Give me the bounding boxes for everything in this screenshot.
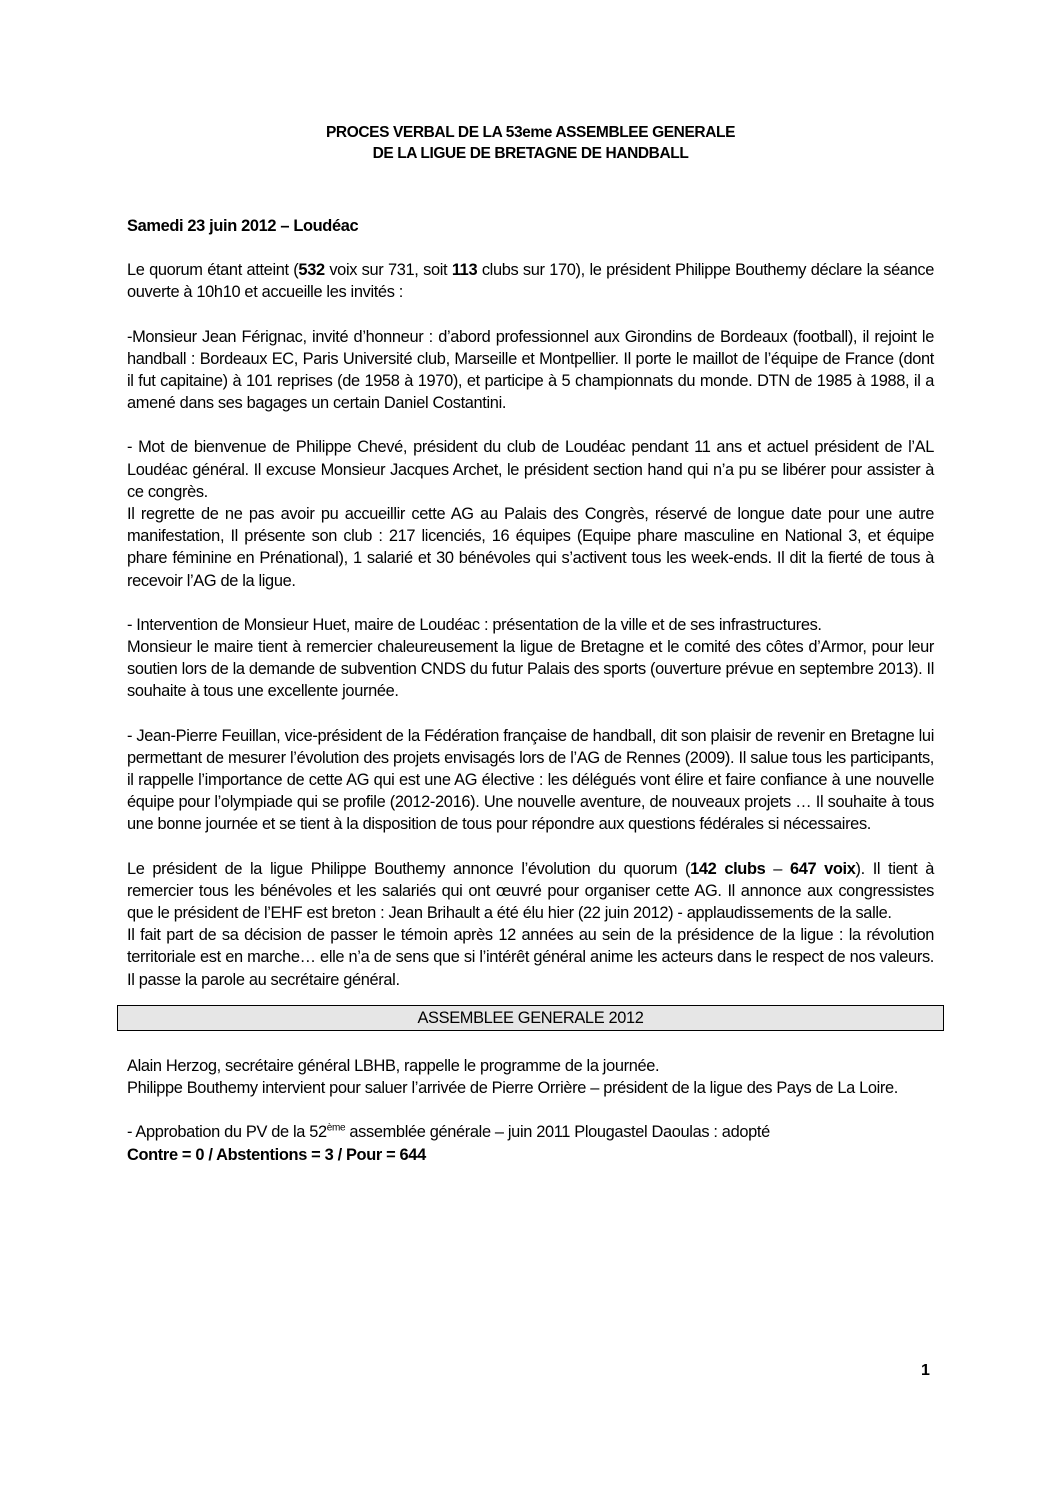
orriere-line: Philippe Bouthemy intervient pour saluer l’arrivée de Pierre Orrière – président de la ligue des Pays de La Loire. — [127, 1079, 898, 1098]
cheve-paragraph-2: Il regrette de ne pas avoir pu accueillir cette AG au Palais des Congrès, réservé de longue date pour une autre manifestation, Il présente son club : 217 licenciés, 16 équipes (Equipe phare masculine en National 3, et équipe phare féminine en Prénational), 1 salarié et 30 bénévoles qui s’activent tous les week-ends. Il dit la fierté de tous à recevoir l’AG de la ligue. — [127, 505, 934, 590]
herzog-line: Alain Herzog, secrétaire général LBHB, rappelle le programme de la journée. — [127, 1056, 660, 1075]
document-body — [127, 122, 934, 1166]
approval-line: - Approbation du PV de la 52ème assemblée générale – juin 2011 Plougastel Daoulas : adopté — [127, 1122, 770, 1142]
page-number: 1 — [921, 1362, 930, 1379]
ferignac-paragraph: -Monsieur Jean Férignac, invité d’honneur : d’abord professionnel aux Girondins de Bordeaux (football), il rejoint le handball : Bordeaux EC, Paris Université club, Marseille et Montpellier. Il porte le maillot de l’équipe de France (dont il fut capitaine) à 101 reprises (de 1958 à 1970), et participe à 5 championnats du monde. DTN de 1985 à 1988, il a amené dans ses bagages un certain Daniel Costantini. — [127, 327, 934, 413]
bouthemy-paragraph-1: Le président de la ligue Philippe Bouthemy annonce l’évolution du quorum (142 clubs – 647 voix). Il tient à remercier tous les bénévoles et les salariés qui ont œuvré pour organiser cette AG. Il annonce aux congressistes que le président de l’EHF est breton : Jean Brihault a été élu hier (22 juin 2012) - applaudissements de la salle. — [127, 859, 934, 923]
huet-paragraph-2: Monsieur le maire tient à remercier chaleureusement la ligue de Bretagne et le comité des côtes d’Armor, pour leur soutien lors de la demande de subvention CNDS du futur Palais des sports (ouverture prévue en septembre 2013). Il souhaite à tous une excellente journée. — [127, 638, 934, 701]
document-title-line-1: PROCES VERBAL DE LA 53eme ASSEMBLEE GENERALE — [325, 124, 736, 141]
document-title-line-2: DE LA LIGUE DE BRETAGNE DE HANDBALL — [372, 145, 689, 162]
feuillan-paragraph: - Jean-Pierre Feuillan, vice-président de la Fédération française de handball, dit son plaisir de revenir en Bretagne lui permettant de mesurer l’évolution des projets envisagés lors de l’AG de Rennes (2009). Il salue tous les participants, il rappelle l’importance de cette AG qui est une AG élective : les délégués vont élire et faire confiance à une nouvelle équipe pour l’olympiade qui se profile (2012-2016). Une nouvelle aventure, de nouveaux projets … Il souhaite à tous une bonne journée et se tient à la disposition de tous pour répondre aux questions fédérales si nécessaires. — [127, 726, 934, 834]
vote-result-line: Contre = 0 / Abstentions = 3 / Pour = 644 — [127, 1145, 426, 1164]
huet-paragraph-1: - Intervention de Monsieur Huet, maire de Loudéac : présentation de la ville et de ses infrastructures. — [127, 615, 822, 634]
section-header-assemblee-generale: ASSEMBLEE GENERALE 2012 — [117, 1005, 944, 1031]
meeting-date: Samedi 23 juin 2012 – Loudéac — [127, 217, 359, 235]
cheve-paragraph-1: - Mot de bienvenue de Philippe Chevé, président du club de Loudéac pendant 11 ans et actuel président de l’AL Loudéac général. Il excuse Monsieur Jacques Archet, le président section hand qui n’a pu se libérer pour assister à ce congrès. — [127, 438, 934, 501]
bouthemy-paragraph-2: Il fait part de sa décision de passer le témoin après 12 années au sein de la présidence de la ligue : la révolution territoriale est en marche… elle n’a de sens que si l’intérêt général anime les acteurs dans le respect de nos valeurs. Il passe la parole au secrétaire général. — [127, 926, 934, 989]
quorum-paragraph: Le quorum étant atteint (532 voix sur 731, soit 113 clubs sur 170), le président Philippe Bouthemy déclare la séance ouverte à 10h10 et accueille les invités : — [127, 261, 935, 302]
